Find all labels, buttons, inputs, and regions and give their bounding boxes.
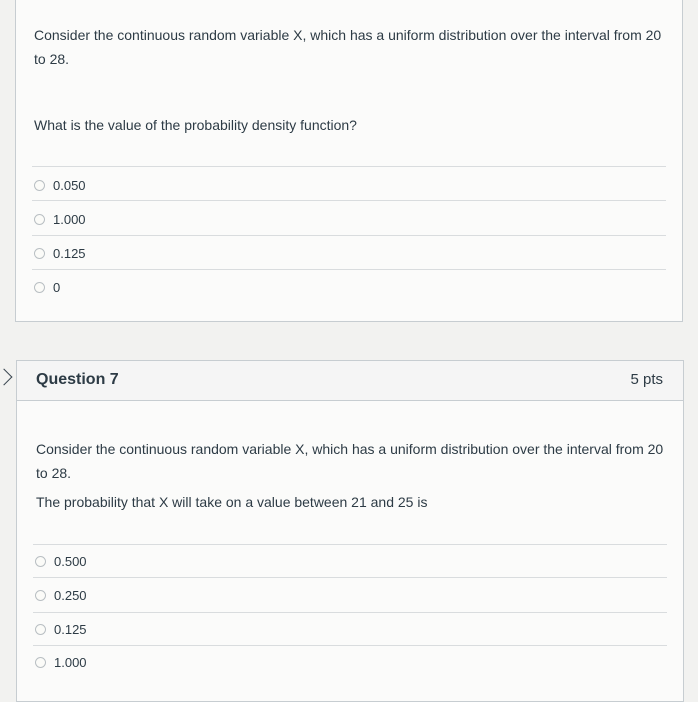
- question-6-card: [15, 0, 683, 322]
- answer-divider: [32, 235, 666, 236]
- answer-label: 0: [53, 279, 61, 295]
- question-6-prompt: Consider the continuous random variable X, which has a uniform distribution over the interval from 20 to 28.: [34, 27, 662, 67]
- answer-divider: [33, 612, 667, 613]
- answer-divider: [32, 166, 666, 167]
- answer-label: 1.000: [54, 654, 87, 670]
- answer-divider: [32, 200, 666, 201]
- question-7-header: [17, 361, 683, 401]
- answer-label: 0.125: [53, 245, 86, 261]
- radio-button-icon[interactable]: [35, 590, 46, 601]
- radio-button-icon[interactable]: [34, 282, 45, 293]
- radio-button-icon[interactable]: [34, 248, 45, 259]
- radio-button-icon[interactable]: [35, 657, 46, 668]
- radio-button-icon[interactable]: [34, 214, 45, 225]
- radio-button-icon[interactable]: [34, 180, 45, 191]
- q6-answer-option-3[interactable]: [34, 243, 86, 263]
- q6-answer-option-2[interactable]: [34, 209, 86, 229]
- radio-button-icon[interactable]: [35, 556, 46, 567]
- question-7-text: The probability that X will take on a value between 21 and 25 is: [36, 494, 428, 510]
- answer-label: 1.000: [53, 211, 86, 227]
- question-7-prompt: Consider the continuous random variable X, which has a uniform distribution over the interval from 20 to 28.: [36, 441, 664, 481]
- answer-divider: [32, 269, 666, 270]
- answer-label: 0.500: [54, 553, 87, 569]
- question-7-card: [16, 360, 684, 702]
- q7-answer-option-2[interactable]: [35, 585, 87, 605]
- answer-label: 0.050: [53, 177, 86, 193]
- question-points: 5 pts: [630, 371, 663, 388]
- question-title: Question 7: [36, 371, 119, 388]
- answer-divider: [33, 577, 667, 578]
- q6-answer-option-4[interactable]: [34, 277, 60, 297]
- answer-divider: [33, 645, 667, 646]
- answer-label: 0.250: [54, 587, 87, 603]
- answer-label: 0.125: [54, 621, 87, 637]
- q7-answer-option-4[interactable]: [35, 652, 87, 672]
- question-flag-marker-icon[interactable]: [0, 369, 12, 386]
- q7-answer-option-3[interactable]: [35, 619, 87, 639]
- q7-answer-option-1[interactable]: [35, 551, 87, 571]
- radio-button-icon[interactable]: [35, 624, 46, 635]
- question-6-text: What is the value of the probability density function?: [34, 117, 357, 133]
- answer-divider: [33, 544, 667, 545]
- q6-answer-option-1[interactable]: [34, 175, 86, 195]
